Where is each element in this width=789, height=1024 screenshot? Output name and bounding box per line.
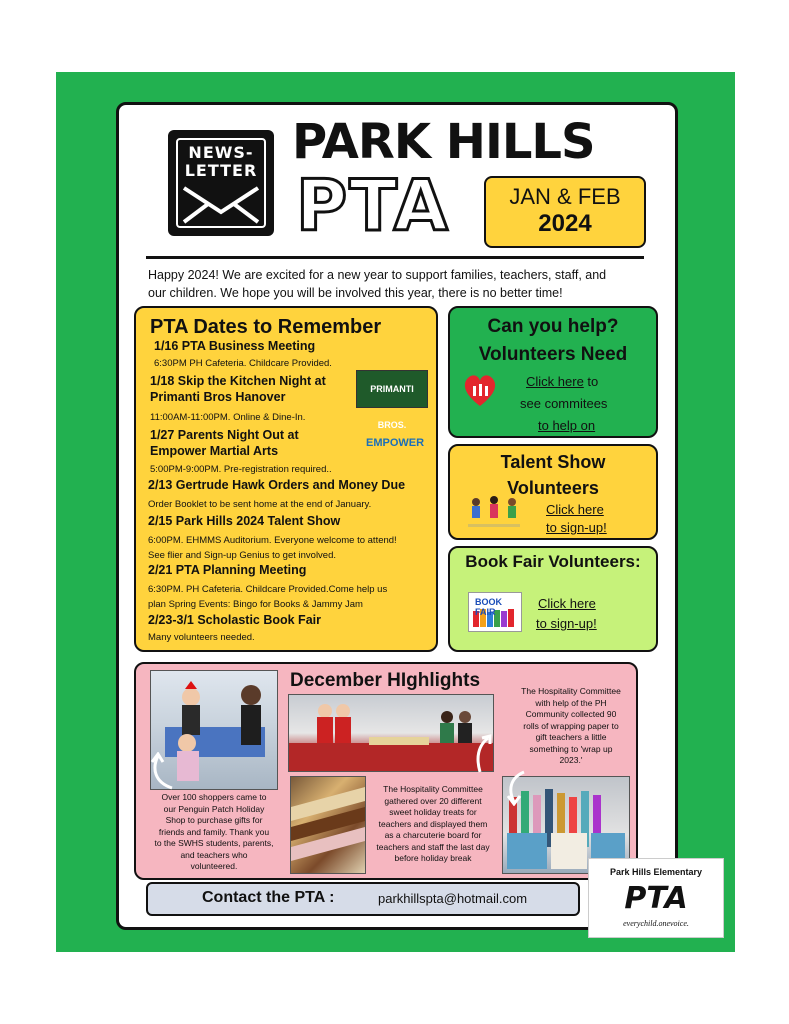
caption-line: as a charcuterie board for (384, 830, 482, 840)
december-title: December HIghlights (290, 670, 481, 691)
icon-text-letter: LETTER (184, 161, 258, 180)
help-title: Can you help? (487, 316, 619, 337)
talent-signup-link-2[interactable]: to sign-up! (546, 520, 607, 535)
committees-link-line (526, 374, 598, 389)
pta-logo (588, 858, 724, 938)
event-heading: 2/21 PTA Planning Meeting (148, 563, 307, 577)
event-detail: Order Booklet to be sent home at the end of January. (148, 499, 372, 510)
committees-link-rest: to (583, 374, 599, 389)
caption-treats (366, 784, 500, 865)
book-fair-image (468, 592, 522, 632)
event-heading: 2/13 Gertrude Hawk Orders and Money Due (148, 478, 406, 492)
help-text-line: to help on (538, 418, 596, 433)
title-park-hills: PARK HILLS (292, 114, 595, 170)
caption-line: sweet holiday treats for (389, 807, 477, 817)
caption-line: Community collected 90 (525, 709, 617, 719)
caption-line: Shop to purchase gifts for (165, 815, 263, 825)
event-heading: 1/16 PTA Business Meeting (154, 339, 316, 353)
event-detail: 11:00AM-11:00PM. Online & Dine-In. (150, 412, 306, 423)
caption-line: our Penguin Patch Holiday (163, 803, 265, 814)
pta-logo-tagline: everychild.onevoice. (623, 919, 689, 928)
heart-hands-icon (460, 370, 500, 410)
date-badge (484, 176, 646, 248)
talent-subtitle: Volunteers (507, 478, 599, 498)
pta-logo-school: Park Hills Elementary (609, 867, 703, 877)
event-heading: 2/23-3/1 Scholastic Book Fair (148, 613, 321, 627)
contact-email[interactable]: parkhillspta@hotmail.com (378, 891, 528, 906)
talent-signup-link[interactable]: Click here (546, 502, 604, 517)
event-heading: Empower Martial Arts (150, 444, 279, 458)
icon-text-news: NEWS- (188, 143, 254, 162)
book-fair-signup-link[interactable]: Click here (538, 596, 596, 611)
photo-charcuterie-board (290, 776, 366, 874)
caption-line: to the SWHS students, parents, (154, 838, 274, 848)
event-heading: Primanti Bros Hanover (150, 390, 286, 404)
committees-link[interactable]: Click here (526, 374, 584, 389)
caption-line: volunteered. (190, 861, 238, 871)
caption-line: gift teachers a little (535, 732, 607, 742)
event-detail: 6:00PM. EHMMS Auditorium. Everyone welcome to attend! (148, 535, 397, 546)
curved-arrow-icon (474, 734, 498, 774)
book-fair-title: Book Fair Volunteers: (465, 552, 641, 571)
event-detail: 6:30PM. PH Cafeteria. Childcare Provided.Come help us (148, 584, 388, 595)
event-heading: 2/15 Park Hills 2024 Talent Show (148, 514, 341, 528)
book-fair-image-text: BOOK FAIR (475, 597, 502, 617)
help-subtitle: Volunteers Need (478, 344, 628, 365)
empower-logo: EMPOWER (366, 437, 425, 449)
help-text-line: see commitees (520, 396, 608, 411)
date-months: JAN & FEB (509, 184, 621, 209)
event-detail: Many volunteers needed. (148, 632, 255, 643)
event-detail: 6:30PM PH Cafeteria. Childcare Provided. (154, 358, 332, 369)
caption-line: with help of the PH (535, 697, 607, 708)
curved-arrow-icon (504, 770, 530, 806)
event-detail: plan Spring Events: Bingo for Books & Jammy Jam (148, 599, 363, 610)
caption-line: The Hospitality Committee (521, 686, 621, 696)
event-heading: 1/27 Parents Night Out at (150, 428, 299, 442)
contact-label: Contact the PTA : (202, 889, 335, 906)
curved-arrow-icon (148, 752, 178, 792)
caption-line: The Hospitality Committee (383, 784, 483, 794)
contact-bar (146, 882, 580, 916)
caption-line: friends and family. Thank you (158, 826, 270, 837)
event-detail: See flier and Sign-up Genius to get involved. (148, 550, 337, 561)
caption-line: rolls of wrapping paper to (523, 720, 619, 731)
caption-line: something to 'wrap up (529, 743, 613, 754)
header-divider (146, 256, 644, 259)
event-heading: 1/18 Skip the Kitchen Night at (150, 374, 326, 388)
caption-line: gathered over 20 different (384, 795, 482, 806)
newsletter-envelope-icon (168, 130, 274, 236)
performers-icon (466, 494, 522, 530)
date-year: 2024 (538, 210, 592, 237)
caption-line: Over 100 shoppers came to (161, 792, 267, 802)
caption-line: teachers and displayed them (378, 818, 488, 829)
photo-treats-display (288, 694, 494, 772)
intro-text (148, 266, 648, 302)
intro-line-1: Happy 2024! We are excited for a new year to support families, teachers, staff, and (148, 268, 607, 282)
book-fair-signup-link-2[interactable]: to sign-up! (536, 616, 597, 631)
caption-wrapping-paper (510, 686, 632, 767)
dates-title: PTA Dates to Remember (150, 316, 382, 338)
caption-penguin-patch (150, 792, 278, 873)
pta-logo-mark: PTA (624, 881, 688, 916)
intro-line-2: our children. We hope you will be involved this year, there is no better time! (148, 286, 563, 300)
caption-line: 2023.' (559, 755, 583, 765)
primanti-logo: PRIMANTI BROS. (356, 370, 428, 408)
caption-line: before holiday break (394, 853, 472, 863)
title-pta: PTA (296, 165, 450, 247)
caption-line: and teachers who (180, 849, 248, 860)
talent-title: Talent Show (500, 452, 606, 472)
caption-line: teachers and staff the last day (376, 841, 490, 852)
event-detail: 5:00PM-9:00PM. Pre-registration required.. (150, 464, 332, 475)
